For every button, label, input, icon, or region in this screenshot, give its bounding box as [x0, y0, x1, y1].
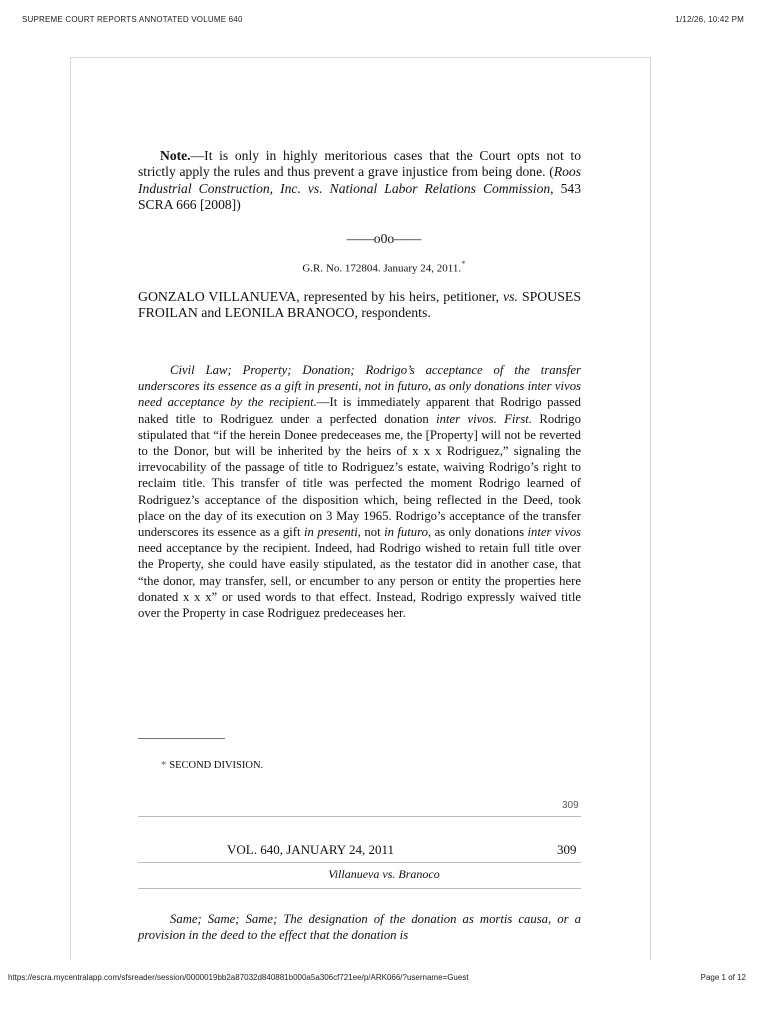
syllabus-body: , not — [357, 525, 385, 540]
syllabus — [138, 362, 581, 621]
syllabus-body: Rodrigo stipulated that “if the herein Donee predeceases me, the [Property] will not be reverted to the Donor, but will be inherited by the heirs of x x x Rodriguez,” signaling the irrevocability of the passage of title to Rodriguez’s estate, waiving Rodrigo’s right to reclaim title. This transfer of title was perfected the moment Rodrigo learned of Rodriguez’s acceptance of the disposition which, being reflected in the Deed, took place on the day of its execution on 3 May 1965. Rodrigo’s acceptance of the transfer underscores its essence as a gift — [138, 411, 581, 540]
running-head-volume: VOL. 640, JANUARY 24, 2011 — [227, 842, 394, 857]
syllabus-italic: in presenti — [303, 525, 358, 540]
print-header-title: SUPREME COURT REPORTS ANNOTATED VOLUME 640 — [22, 15, 243, 24]
case-parties — [138, 289, 581, 322]
note-case-title: Roos Industrial Construction, Inc. vs. National Labor Relations Commission — [138, 164, 581, 196]
print-footer-url: https://escra.mycentralapp.com/sfsreader/session/0000019bb2a87032d840881b000a5a306cf721ee/p/ARK066/?username=Guest — [8, 973, 469, 982]
page-divider — [138, 816, 581, 817]
parties-vs: vs. — [503, 289, 518, 304]
footnote-text: SECOND DIVISION. — [169, 760, 264, 771]
running-head-page: 309 — [557, 842, 577, 857]
syllabus-italic: inter vivos — [527, 525, 581, 540]
syllabus-italic: in futuro — [384, 525, 428, 540]
running-head-rule-bottom — [138, 888, 581, 889]
parties-respondents: SPOUSES FROILAN and LEONILA BRANOCO, respondents. — [138, 289, 581, 321]
syllabus-paragraph — [138, 362, 581, 621]
footnote — [161, 760, 263, 771]
gr-text: G.R. No. 172804. January 24, 2011. — [302, 262, 462, 275]
next-syllabus-paragraph — [138, 911, 581, 944]
section-separator: ——o0o—— — [346, 231, 422, 246]
gr-footnote-link[interactable]: * — [461, 259, 466, 269]
next-syllabus — [138, 911, 581, 944]
print-header-timestamp: 1/12/26, 10:42 PM — [675, 15, 744, 24]
note-label: Note. — [160, 148, 191, 163]
syllabus-body: , as only donations — [427, 525, 528, 540]
syllabus-body: —It is immediately apparent that Rodrigo passed naked title to Rodriguez under a perfected donation — [138, 395, 581, 426]
next-syllabus-text: Same; Same; Same; The designation of the donation as mortis causa, or a provision in the deed to the effect that the donation is — [138, 912, 581, 943]
parties-petitioner: GONZALO VILLANUEVA, represented by his heirs, petitioner, — [138, 289, 504, 304]
print-footer-page: Page 1 of 12 — [700, 973, 746, 982]
note-text: —It is only in highly meritorious cases that the Court opts not to strictly apply the rules and thus prevent a grave injustice from being done. ( — [138, 148, 581, 180]
syllabus-italic: inter vivos. First. — [436, 411, 532, 426]
gr-number — [0, 259, 768, 275]
syllabus-body: need acceptance by the recipient. Indeed, had Rodrigo wished to retain full title over the Property, she could have easily stipulated, as the testator did in another case, that “the donor, may transfer, sell, or encumber to any person or entity the properties here donated x x x” or used words to that effect. Instead, Rodrigo expressly waived title over the Property in case Rodriguez predeceases her. — [138, 541, 581, 621]
note-citation: , 543 SCRA 666 [2008]) — [138, 180, 581, 213]
running-head-case: Villanueva vs. Branoco — [328, 867, 440, 881]
footnote-rule — [138, 738, 225, 739]
page-number: 309 — [562, 800, 579, 811]
footnote-mark[interactable]: * — [161, 760, 167, 771]
note-paragraph — [138, 148, 581, 214]
running-head-rule — [138, 862, 581, 863]
syllabus-heading: Civil Law; Property; Donation; Rodrigo’s acceptance of the transfer underscores its essence as a gift in presenti, not in futuro, as only donations inter vivos need acceptance by the recipient. — [138, 363, 581, 410]
